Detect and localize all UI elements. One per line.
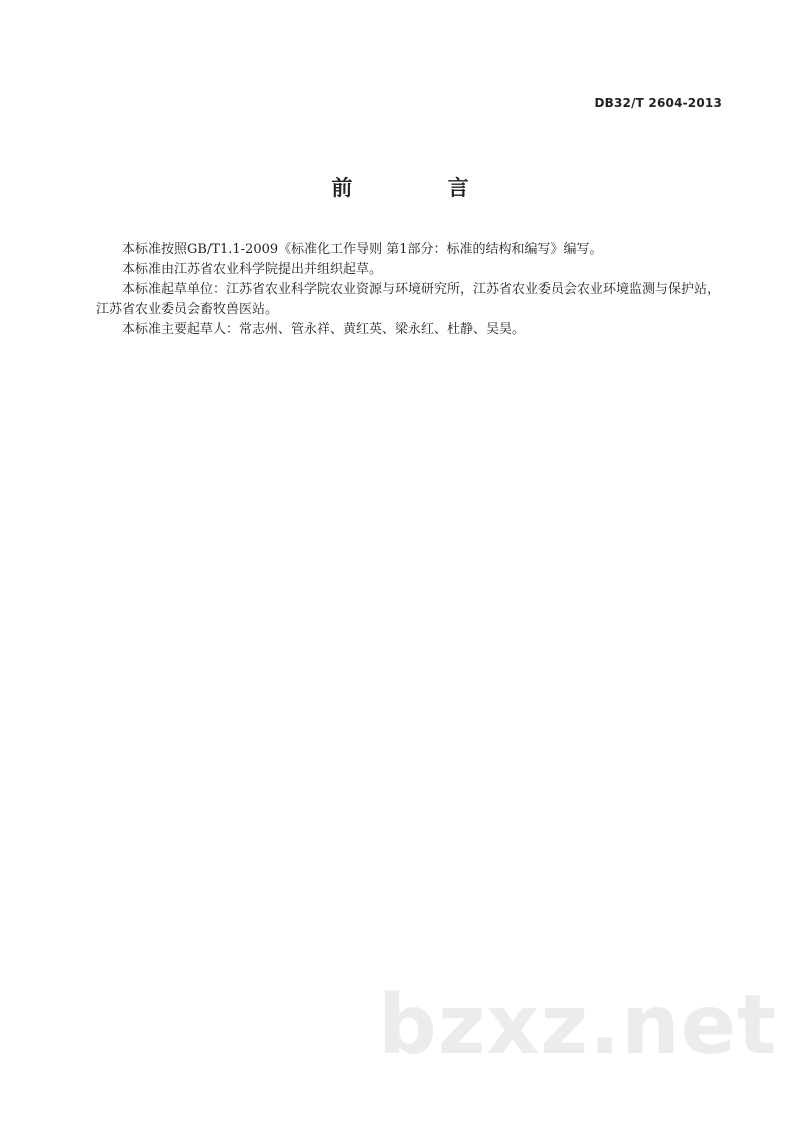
paragraph-drafting-rules: 本标准按照GB/T1.1-2009《标准化工作导则 第1部分：标准的结构和编写》编写。 [122,242,603,257]
watermark-logo: bzxz.net [378,978,778,1073]
standard-code: DB32/T 2604-2013 [594,96,722,110]
paragraph-proposer: 本标准由江苏省农业科学院提出并组织起草。 [122,262,383,277]
foreword-body [96,240,726,340]
page-title: 前 言 [331,176,513,200]
paragraph-drafters: 本标准主要起草人：常志州、管永祥、黄红英、梁永红、杜静、吴昊。 [122,322,526,337]
paragraph-drafting-units: 本标准起草单位：江苏省农业科学院农业资源与环境研究所，江苏省农业委员会农业环境监测与保护站，江苏省农业委员会畜牧兽医站。 [96,282,721,317]
